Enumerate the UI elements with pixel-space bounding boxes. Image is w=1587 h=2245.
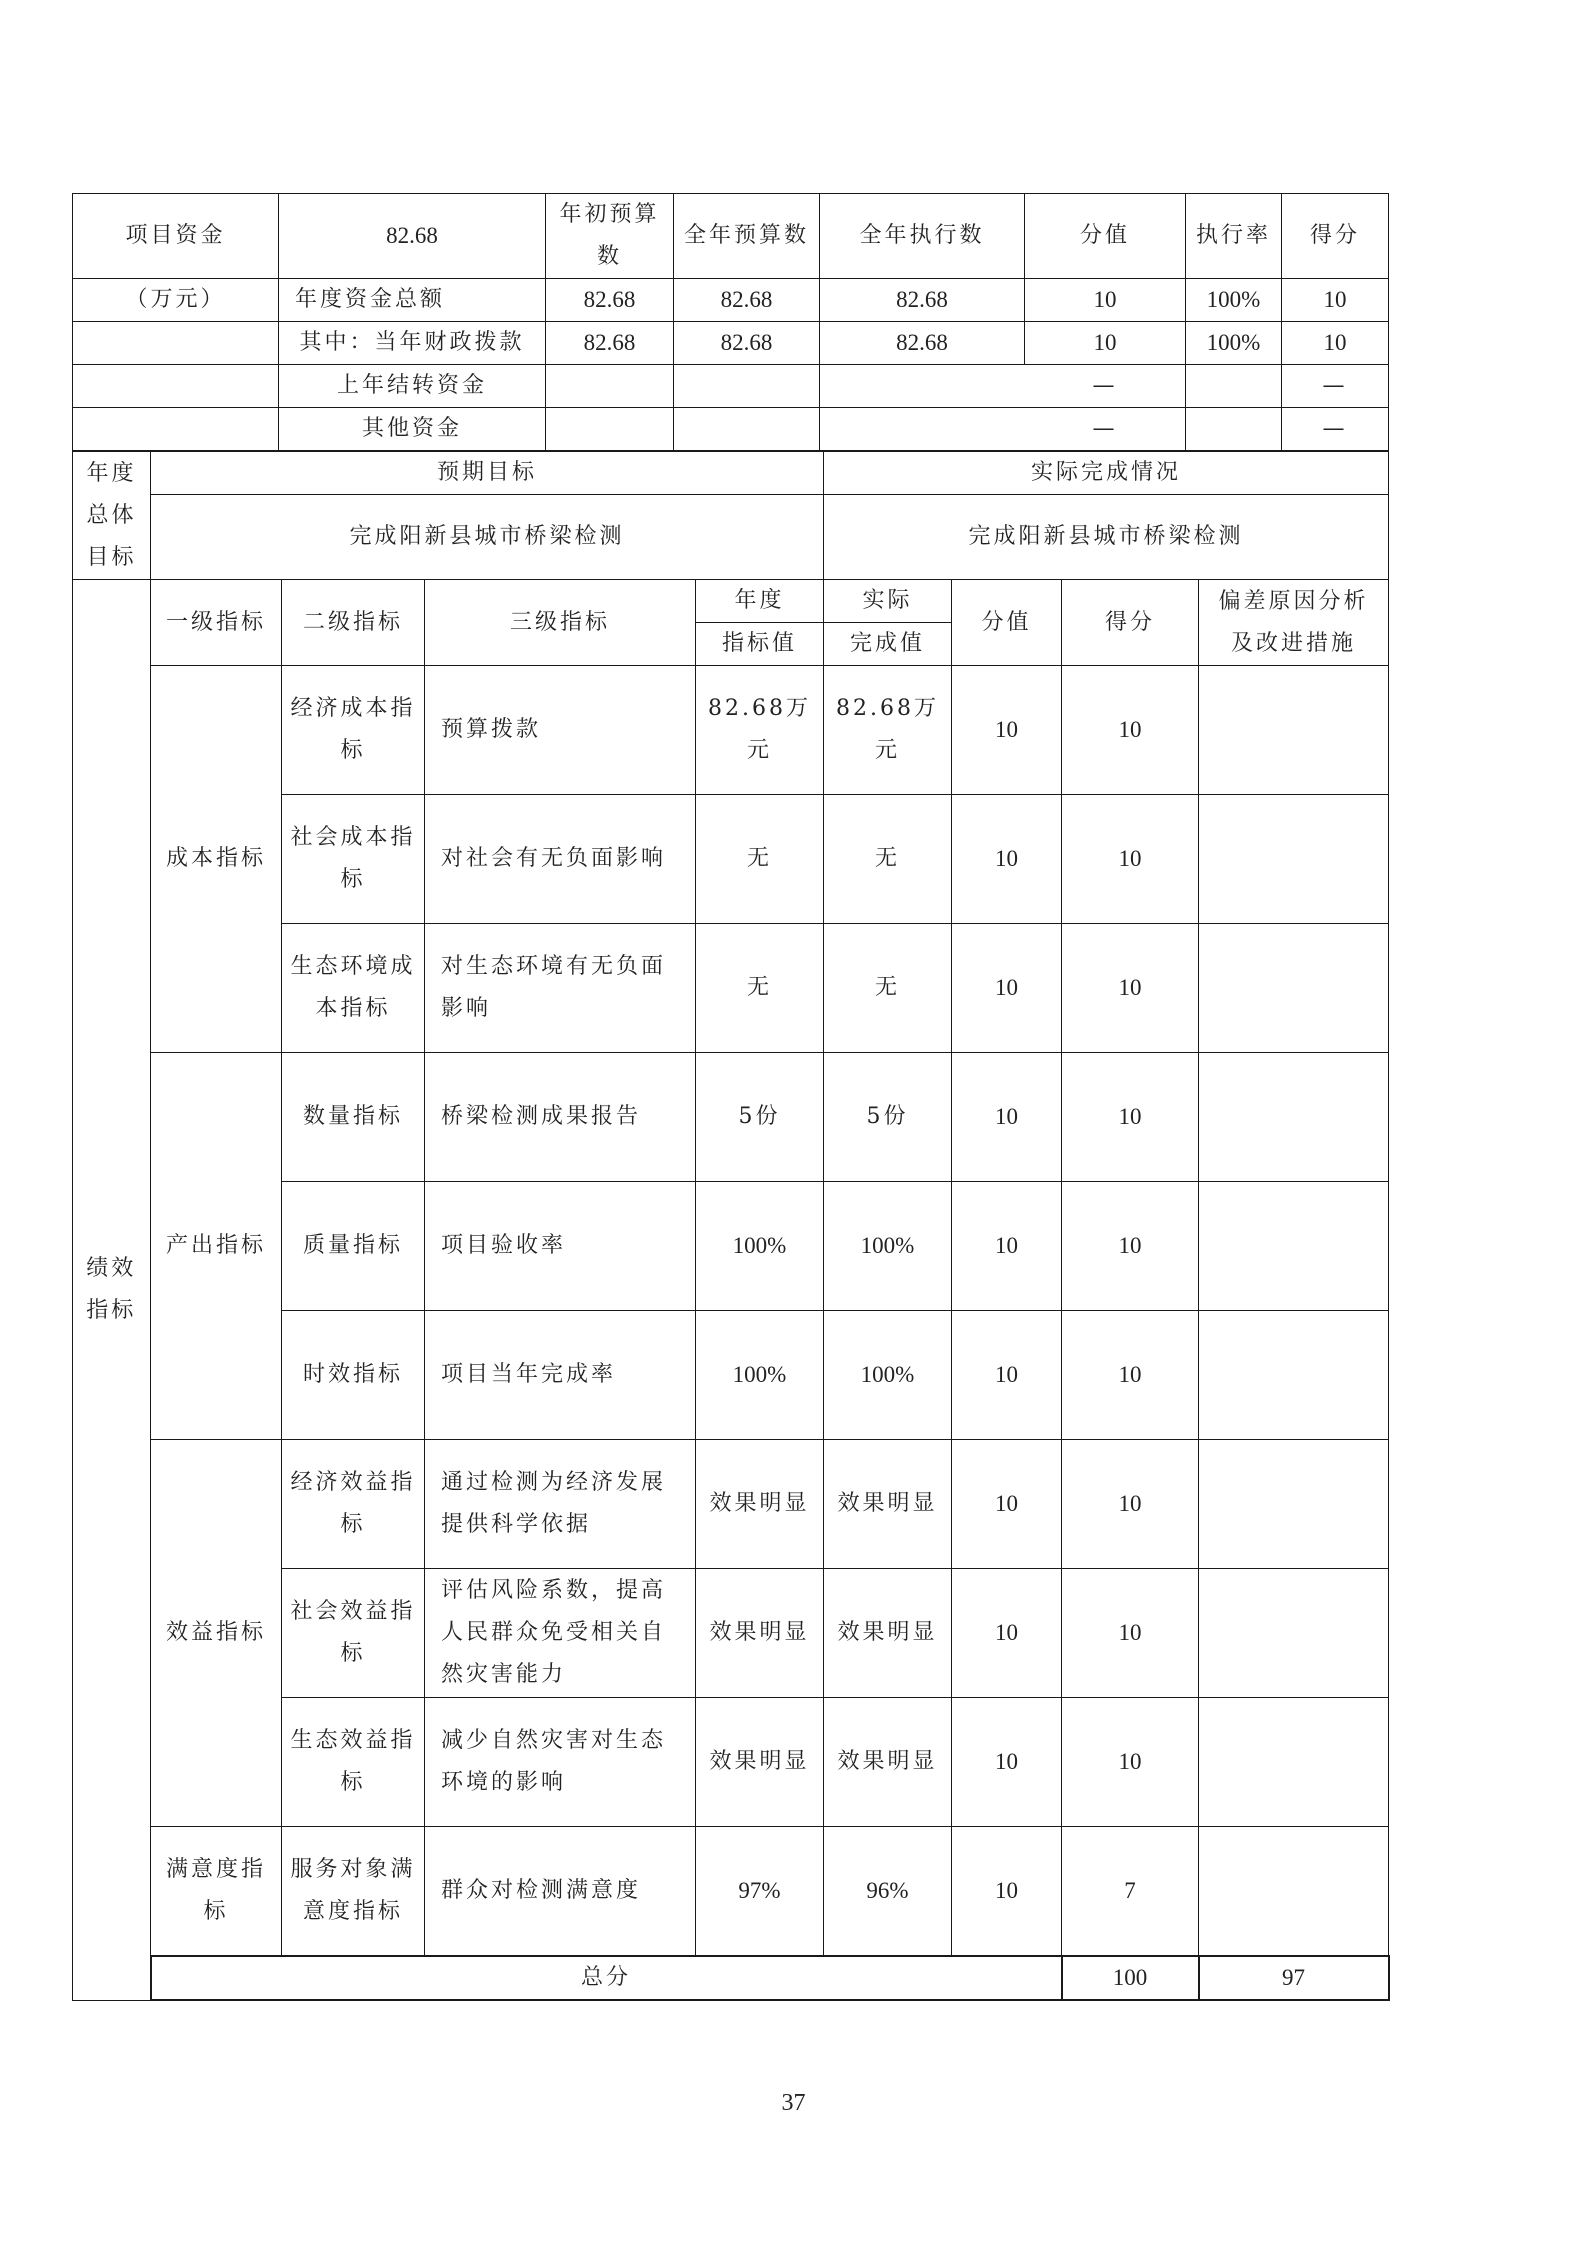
header-deviation: 偏差原因分析及改进措施 (1199, 580, 1389, 666)
total-score-value: 100 (1062, 1956, 1199, 2000)
level2-cell: 数量指标 (282, 1053, 425, 1182)
level3-cell: 项目验收率 (425, 1182, 696, 1311)
level3-cell: 减少自然灾害对生态环境的影响 (425, 1698, 696, 1827)
level2-cell: 时效指标 (282, 1311, 425, 1440)
fund-unit-label: （万元） (73, 279, 279, 322)
fund-row-label: 其他资金 (279, 408, 546, 451)
fund-row-score-value: — (1025, 408, 1186, 451)
target-cell: 无 (696, 795, 824, 924)
actual-cell: 效果明显 (824, 1698, 952, 1827)
fund-row-label: 其中：当年财政拨款 (279, 322, 546, 365)
actual-cell: 无 (824, 924, 952, 1053)
score-value-cell: 10 (952, 1569, 1062, 1698)
actual-cell: 5份 (824, 1053, 952, 1182)
fund-spacer (73, 322, 279, 365)
header-actual-top: 实际 (824, 580, 952, 623)
score-value-cell: 10 (952, 1182, 1062, 1311)
header-annual-budget: 全年预算数 (674, 194, 820, 279)
score-cell: 10 (1062, 1698, 1199, 1827)
performance-table (72, 451, 1390, 2001)
target-cell: 效果明显 (696, 1698, 824, 1827)
header-score-value: 分值 (1025, 194, 1186, 279)
target-cell: 无 (696, 924, 824, 1053)
fund-spacer (73, 365, 279, 408)
score-cell: 10 (1062, 1311, 1199, 1440)
actual-cell: 100% (824, 1311, 952, 1440)
header-target-bottom: 指标值 (696, 623, 824, 666)
group-satisfaction: 满意度指标 (151, 1827, 282, 1957)
fund-row-score: — (1282, 365, 1389, 408)
fund-label: 项目资金 (73, 194, 279, 279)
level3-cell: 项目当年完成率 (425, 1311, 696, 1440)
actual-goal: 完成阳新县城市桥梁检测 (824, 495, 1389, 580)
target-cell: 效果明显 (696, 1440, 824, 1569)
target-cell: 5份 (696, 1053, 824, 1182)
level3-cell: 通过检测为经济发展提供科学依据 (425, 1440, 696, 1569)
fund-row-rate (1186, 365, 1282, 408)
score-cell: 10 (1062, 1569, 1199, 1698)
target-cell: 效果明显 (696, 1569, 824, 1698)
header-level3: 三级指标 (425, 580, 696, 666)
deviation-cell (1199, 1311, 1389, 1440)
header-initial-budget: 年初预算数 (546, 194, 674, 279)
header-score: 得分 (1062, 580, 1199, 666)
score-cell: 10 (1062, 1182, 1199, 1311)
fund-row-score: 10 (1282, 322, 1389, 365)
fund-row-executed: 82.68 (820, 279, 1025, 322)
fund-row-rate (1186, 408, 1282, 451)
score-cell: 10 (1062, 795, 1199, 924)
score-value-cell: 10 (952, 1440, 1062, 1569)
level3-cell: 桥梁检测成果报告 (425, 1053, 696, 1182)
level2-cell: 社会效益指标 (282, 1569, 425, 1698)
score-value-cell: 10 (952, 1698, 1062, 1827)
level2-cell: 经济成本指标 (282, 666, 425, 795)
actual-cell: 效果明显 (824, 1440, 952, 1569)
actual-goal-header: 实际完成情况 (824, 452, 1389, 495)
level3-cell: 评估风险系数，提高人民群众免受相关自然灾害能力 (425, 1569, 696, 1698)
fund-row-annual (674, 408, 820, 451)
target-cell: 82.68万元 (696, 666, 824, 795)
level3-cell: 预算拨款 (425, 666, 696, 795)
deviation-cell (1199, 666, 1389, 795)
actual-cell: 100% (824, 1182, 952, 1311)
header-level1: 一级指标 (151, 580, 282, 666)
header-target-top: 年度 (696, 580, 824, 623)
score-value-cell: 10 (952, 795, 1062, 924)
page-number: 37 (781, 2090, 806, 2116)
level2-cell: 生态环境成本指标 (282, 924, 425, 1053)
fund-row-executed: 82.68 (820, 322, 1025, 365)
score-cell: 7 (1062, 1827, 1199, 1957)
level2-cell: 经济效益指标 (282, 1440, 425, 1569)
score-value-cell: 10 (952, 1827, 1062, 1957)
deviation-cell (1199, 795, 1389, 924)
total-score: 97 (1199, 1956, 1389, 2000)
header-score: 得分 (1282, 194, 1389, 279)
fund-row-executed (820, 408, 1025, 451)
score-cell: 10 (1062, 1053, 1199, 1182)
fund-row-executed (820, 365, 1025, 408)
fund-row-annual: 82.68 (674, 322, 820, 365)
level2-cell: 质量指标 (282, 1182, 425, 1311)
fund-row-annual: 82.68 (674, 279, 820, 322)
fund-row-score: — (1282, 408, 1389, 451)
fund-row-score: 10 (1282, 279, 1389, 322)
actual-cell: 无 (824, 795, 952, 924)
header-actual-bottom: 完成值 (824, 623, 952, 666)
level2-cell: 生态效益指标 (282, 1698, 425, 1827)
fund-row-label: 上年结转资金 (279, 365, 546, 408)
score-value-cell: 10 (952, 1311, 1062, 1440)
target-cell: 100% (696, 1311, 824, 1440)
level3-cell: 对社会有无负面影响 (425, 795, 696, 924)
annual-goal-label: 年度总体目标 (73, 452, 151, 580)
deviation-cell (1199, 924, 1389, 1053)
fund-row-score-value: 10 (1025, 279, 1186, 322)
total-label: 总分 (151, 1956, 1062, 2000)
project-fund-table (72, 193, 1389, 451)
score-value-cell: 10 (952, 1053, 1062, 1182)
level3-cell: 对生态环境有无负面影响 (425, 924, 696, 1053)
score-cell: 10 (1062, 666, 1199, 795)
actual-cell: 效果明显 (824, 1569, 952, 1698)
performance-label: 绩效指标 (73, 580, 151, 2001)
fund-row-rate: 100% (1186, 279, 1282, 322)
group-cost: 成本指标 (151, 666, 282, 1053)
score-value-cell: 10 (952, 924, 1062, 1053)
fund-row-initial (546, 408, 674, 451)
fund-row-score-value: — (1025, 365, 1186, 408)
fund-row-initial (546, 365, 674, 408)
header-level2: 二级指标 (282, 580, 425, 666)
group-benefit: 效益指标 (151, 1440, 282, 1827)
deviation-cell (1199, 1440, 1389, 1569)
level2-cell: 服务对象满意度指标 (282, 1827, 425, 1957)
expected-goal: 完成阳新县城市桥梁检测 (151, 495, 824, 580)
fund-row-annual (674, 365, 820, 408)
header-executed: 全年执行数 (820, 194, 1025, 279)
fund-amount: 82.68 (279, 194, 546, 279)
deviation-cell (1199, 1053, 1389, 1182)
fund-row-label: 年度资金总额 (279, 279, 546, 322)
target-cell: 97% (696, 1827, 824, 1957)
group-output: 产出指标 (151, 1053, 282, 1440)
fund-row-initial: 82.68 (546, 279, 674, 322)
deviation-cell (1199, 1182, 1389, 1311)
header-score-value: 分值 (952, 580, 1062, 666)
actual-cell: 96% (824, 1827, 952, 1957)
fund-row-rate: 100% (1186, 322, 1282, 365)
fund-row-score-value: 10 (1025, 322, 1186, 365)
level2-cell: 社会成本指标 (282, 795, 425, 924)
actual-cell: 82.68万元 (824, 666, 952, 795)
header-execution-rate: 执行率 (1186, 194, 1282, 279)
target-cell: 100% (696, 1182, 824, 1311)
deviation-cell (1199, 1698, 1389, 1827)
score-cell: 10 (1062, 924, 1199, 1053)
deviation-cell (1199, 1827, 1389, 1957)
fund-row-initial: 82.68 (546, 322, 674, 365)
deviation-cell (1199, 1569, 1389, 1698)
score-value-cell: 10 (952, 666, 1062, 795)
score-cell: 10 (1062, 1440, 1199, 1569)
level3-cell: 群众对检测满意度 (425, 1827, 696, 1957)
fund-spacer (73, 408, 279, 451)
expected-goal-header: 预期目标 (151, 452, 824, 495)
